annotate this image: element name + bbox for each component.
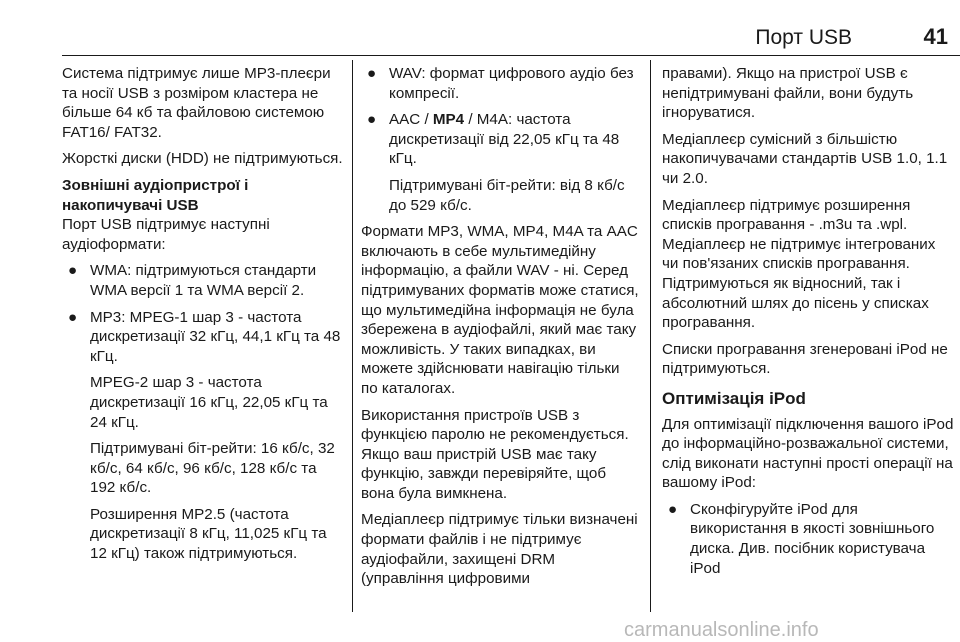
paragraph-formats-intro: Порт USB підтримує наступні аудіоформати: (62, 216, 270, 253)
bullet-icon: ● (668, 500, 678, 518)
paragraph-ipod-optimization: Для оптимізації підключення вашого iPod до інформаційно-розважальної системи, слід виконати наступні прості операції на вашому iPod: (662, 415, 954, 492)
paragraph-metadata: Формати MP3, WMA, MP4, M4A та AAC включають в себе мультимедійну інформацію, а файли WAV - ні. Серед підтримуваних форматів може статися, що мультимедійна інформація не була збережена в аудіофайлі, який має таку можливість. У таких випадках, ви можете здійснювати навігацію тільки по каталогах. (361, 223, 639, 397)
page-number: 41 (923, 24, 948, 49)
section-heading-external-devices: Зовнішні аудіопристрої і накопичувачі USB (62, 176, 249, 214)
list-item-continuation: MPEG-2 шар 3 - частота дискретизації 16 кГц, 22,05 кГц та 24 кГц. (90, 374, 328, 431)
paragraph-password: Використання пристроїв USB з функцією паролю не рекомендується. Якщо ваш пристрій USB має таку функцію, завжди перевіряйте, щоб вона була вимкнена. (361, 406, 629, 502)
list-item-bold-text: MP4 (432, 111, 465, 129)
list-item-mp3 (62, 308, 344, 367)
column-right (662, 64, 954, 612)
bullet-icon: ● (367, 111, 377, 129)
paragraph-playlists: Медіаплеєр підтримує розширення списків програвання - .m3u та .wpl. Медіаплеєр не підтримує інтегрованих чи пов'язаних списків програвання. Підтримуються як відносний, так і абсолютний шлях до пісень у списках програвання. (662, 196, 936, 332)
list-item-text: MP3: MPEG-1 шар 3 - частота дискретизації 32 кГц, 44,1 кГц та 48 кГц. (90, 308, 341, 365)
paragraph-usb-compat: Медіаплеєр сумісний з більшістю накопичувачами стандартів USB 1.0, 1.1 чи 2.0. (662, 130, 948, 187)
header-divider (62, 55, 960, 56)
list-item-continuation: Підтримувані біт-рейти: 16 кб/с, 32 кб/с, 64 кб/с, 96 кб/с, 128 кб/с та 192 кб/с. (90, 440, 335, 497)
bullet-icon: ● (68, 262, 78, 280)
paragraph-hdd: Жорсткі диски (HDD) не підтримуються. (62, 150, 343, 168)
paragraph-system-support: Система підтримує лише MP3-плеєри та носії USB з розміром кластера не більше 64 кб та файловою системою FAT16/ FAT32. (62, 65, 331, 141)
list-item-ipod-config (662, 500, 954, 578)
list-item-text: WMA: підтримуються стандарти WMA версії 1 та WMA версії 2. (90, 262, 317, 299)
page-title: Порт USB (755, 26, 852, 49)
list-item-wma (62, 261, 344, 300)
list-item-wav (361, 64, 639, 103)
page-header (0, 0, 960, 50)
list-item-text: AAC / (389, 111, 433, 129)
list-item-text: Сконфігуруйте iPod для використання в якості зовнішнього диска. Див. посібник користувача iPod (690, 500, 935, 577)
bullet-icon: ● (68, 308, 78, 326)
paragraph-unsupported-files: правами). Якщо на пристрої USB є непідтримувані файли, вони будуть ігноруватися. (662, 65, 914, 122)
list-item-continuation: Підтримувані біт-рейти: від 8 кб/с до 529 кб/с. (389, 176, 625, 214)
bullet-icon: ● (367, 65, 377, 82)
section-heading-ipod: Оптимізація iPod (662, 388, 806, 408)
list-item-aac (361, 110, 639, 169)
watermark-text: carmanualsonline.info (624, 619, 819, 641)
paragraph-drm: Медіаплеєр підтримує тільки визначені формати файлів і не підтримує аудіофайли, захищені DRM (управління цифровими (361, 511, 638, 588)
column-divider-1 (352, 60, 353, 612)
paragraph-ipod-playlists: Списки програвання згенеровані iPod не підтримуються. (662, 340, 948, 378)
list-item-text: / M4A: частота дискретизації від 22,05 кГц та 48 кГц. (389, 111, 620, 168)
list-item-text: WAV: формат цифрового аудіо без компресії. (389, 65, 634, 102)
column-left (62, 64, 344, 612)
list-item-continuation: Розширення MP2.5 (частота дискретизації 8 кГц, 11,025 кГц та 12 кГц) також підтримуються. (90, 505, 327, 563)
column-middle (361, 64, 639, 612)
column-divider-2 (650, 60, 651, 612)
